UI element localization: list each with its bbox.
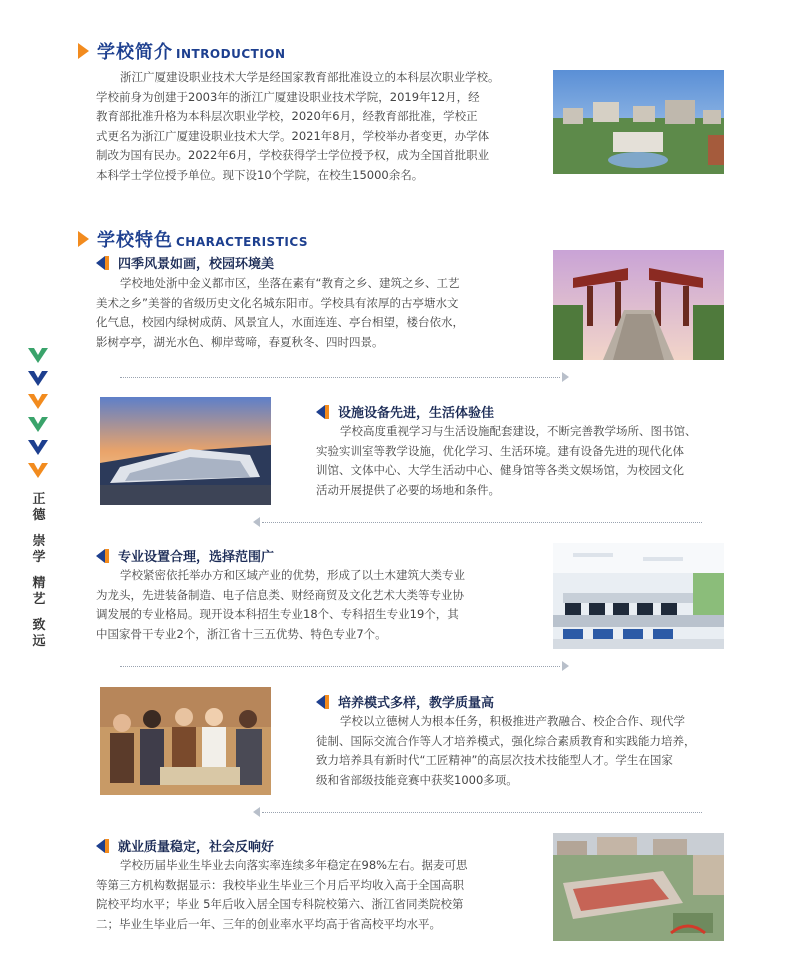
- intro-line: 本科学士学位授予单位。现下设10个学院，在校生15000余名。: [96, 167, 424, 182]
- orange-arrow-icon: [78, 43, 89, 59]
- orange-v-icon: [28, 463, 48, 478]
- intro-line: 浙江广厦建设职业技术大学是经国家教育部批准设立的本科层次职业学校。: [120, 70, 500, 84]
- item-paragraph-training: 学校以立德树人为根本任务，积极推进产教融合、校企合作、现代学 徒制、国际交流合作等人才培养模式，强化综合素质教育和实践能力培养， 致力培养具有新时代“工匠精神”的高层次技术技能型人才。学生在国家 级和省部级技能竞赛中获奖1000多项。: [316, 714, 696, 787]
- intro-paragraph: [96, 68, 534, 185]
- intro-line: 学校前身为创建于2003年的浙江广厦建设职业技术学院，2019年12月，经: [96, 89, 480, 104]
- sports-center-photo: [100, 397, 271, 505]
- section-divider: [262, 812, 702, 813]
- divider-arrow-right-icon: [562, 661, 569, 671]
- intro-title-cn: 学校简介: [97, 42, 173, 63]
- green-v-icon: [28, 348, 48, 363]
- blue-arrow-icon: [96, 549, 112, 563]
- divider-arrow-left-icon: [253, 807, 260, 817]
- blue-arrow-icon: [316, 695, 332, 709]
- blue-arrow-icon: [96, 839, 112, 853]
- green-v-icon: [28, 417, 48, 432]
- section-divider: [120, 377, 560, 378]
- blue-v-icon: [28, 440, 48, 455]
- item-title-training: 培养模式多样，教学质量高: [316, 692, 494, 711]
- characteristics-section-title: [78, 226, 308, 252]
- intro-line: 制改为国有民办。2022年6月，学校获得学士学位授予权，成为全国首批职业: [96, 148, 490, 162]
- students-workshop-photo: [100, 687, 271, 795]
- item-paragraph-facilities: 学校高度重视学习与生活设施配套建设，不断完善教学场所、图书馆、 实验实训室等教学设施，优化学习、生活环境。建有设备先进的现代化体 训馆、文体中心、大学生活动中心、健身馆等各类文娱场馆，为校园文化 活动开展提供了必要的场地和条件。: [316, 424, 697, 497]
- intro-title-en: INTRODUCTION: [176, 47, 286, 61]
- blue-v-icon: [28, 371, 48, 386]
- orange-arrow-icon: [78, 231, 89, 247]
- school-motto: 正 德 崇 学 精 艺 致 远: [32, 492, 46, 649]
- orange-v-icon: [28, 394, 48, 409]
- item-paragraph-employment: 学校历届毕业生毕业去向落实率连续多年稳定在98%左右。据麦可思 等第三方机构数据显示：我校毕业生毕业三个月后平均收入高于全国高职 院校平均水平；毕业 5年后收入居全国专科院校第六、浙江省同类院校第 二；毕业生毕业后一年、三年的创业率水平均高于省高校平均水平。: [96, 858, 468, 931]
- divider-arrow-left-icon: [253, 517, 260, 527]
- divider-arrow-right-icon: [562, 372, 569, 382]
- computer-lab-photo: [553, 543, 724, 649]
- item-title-facilities: 设施设备先进，生活体验佳: [316, 402, 494, 421]
- intro-section-title: [78, 38, 286, 64]
- item-title-employment: 就业质量稳定，社会反响好: [96, 836, 274, 855]
- section-divider: [120, 666, 560, 667]
- blue-arrow-icon: [96, 256, 112, 270]
- item-paragraph-scenery: 学校地处浙中金义都市区，坐落在素有“教育之乡、建筑之乡、工艺 美术之乡”美誉的省级历史文化名城东阳市。学校具有浓厚的古亭塘水文 化气息，校园内绿树成荫、风景宜人，水面连连、亭台相望，楼台依水， 影树亭亭，湖光水色、柳岸莺啼，春夏秋冬、四时四景。: [96, 276, 464, 349]
- campus-aerial-photo: [553, 70, 724, 174]
- item-title-scenery: 四季风景如画，校园环境美: [96, 253, 274, 272]
- intro-line: 教育部批准升格为本科层次职业学校，2020年6月，经教育部批准，学校正: [96, 109, 478, 123]
- item-title-majors: 专业设置合理，选择范围广: [96, 546, 274, 565]
- item-paragraph-majors: 学校紧密依托举办方和区域产业的优势，形成了以土木建筑大类专业 为龙头，先进装备制造、电子信息类、财经商贸及文化艺术大类等专业协 调发展的专业格局。现开设本科招生专业18个、专科招生专业19个，其 中国家骨干专业2个，浙江省十三五优势、特色专业7个。: [96, 568, 465, 641]
- job-fair-aerial-photo: [553, 833, 724, 941]
- blue-arrow-icon: [316, 405, 332, 419]
- characteristics-title-cn: 学校特色: [97, 230, 173, 251]
- characteristics-title-en: CHARACTERISTICS: [176, 235, 309, 249]
- section-divider: [262, 522, 702, 523]
- intro-line: 式更名为浙江广厦建设职业技术大学。2021年8月，学校举办者变更，办学体: [96, 128, 490, 143]
- pavilion-bridge-photo: [553, 250, 724, 360]
